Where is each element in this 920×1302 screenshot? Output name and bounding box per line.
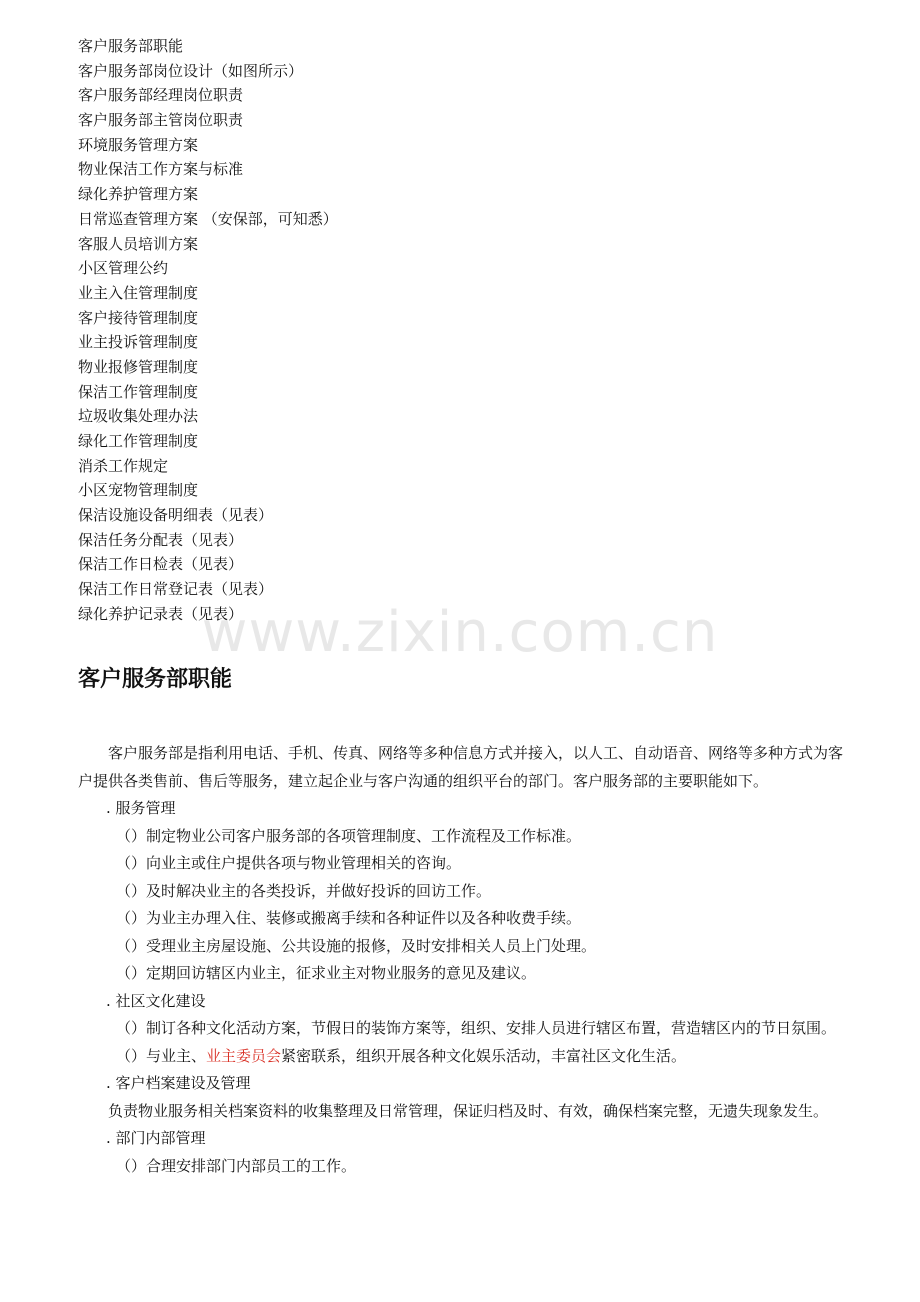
list-item: （）定期回访辖区内业主，征求业主对物业服务的意见及建议。 bbox=[116, 964, 537, 982]
intro-paragraph: 客户服务部是指利用电话、手机、传真、网络等多种信息方式并接入，以人工、自动语音、网络等多种方式为客户提供各类售前、售后等服务，建立起企业与客户沟通的组织平台的部门。客户服务部的主要职能如下。 bbox=[78, 744, 844, 790]
toc-item[interactable]: 小区宠物管理制度 bbox=[78, 481, 199, 500]
toc-item[interactable]: 小区管理公约 bbox=[78, 259, 169, 278]
section-heading: 客户服务部职能 bbox=[78, 667, 233, 692]
toc-item[interactable]: 环境服务管理方案 bbox=[78, 135, 199, 154]
toc-item[interactable]: 业主入住管理制度 bbox=[78, 283, 199, 302]
section-title: . 客户档案建设及管理 bbox=[106, 1074, 251, 1092]
section-title: . 社区文化建设 bbox=[106, 991, 206, 1010]
list-item: （）制订各种文化活动方案，节假日的装饰方案等，组织、安排人员进行辖区布置，营造辖区内的节日氛围。 bbox=[116, 1019, 837, 1037]
toc-item[interactable]: 物业报修管理制度 bbox=[78, 357, 199, 376]
toc-item[interactable]: 保洁工作日检表（见表） bbox=[78, 555, 244, 574]
owners-committee-link[interactable]: 业主委员会 bbox=[206, 1046, 282, 1065]
toc-item[interactable]: 绿化工作管理制度 bbox=[78, 432, 199, 450]
toc-item[interactable]: 客服人员培训方案 bbox=[78, 234, 199, 253]
section-title: . 服务管理 bbox=[106, 799, 176, 817]
toc-item[interactable]: 客户服务部职能 bbox=[78, 37, 184, 55]
section-title: . 部门内部管理 bbox=[106, 1129, 206, 1147]
toc-item[interactable]: 垃圾收集处理办法 bbox=[78, 407, 199, 426]
toc-item[interactable]: 物业保洁工作方案与标准 bbox=[78, 160, 244, 179]
list-item: （）向业主或住户提供各项与物业管理相关的咨询。 bbox=[116, 854, 462, 872]
toc-item[interactable]: 保洁设施设备明细表（见表） bbox=[78, 506, 274, 525]
toc-item[interactable]: 客户服务部主管岗位职责 bbox=[78, 111, 244, 130]
watermark: www.zixin.com.cn bbox=[201, 600, 719, 665]
toc-item[interactable]: 保洁工作管理制度 bbox=[78, 382, 199, 401]
toc-item[interactable]: 客户服务部岗位设计（如图所示） bbox=[78, 61, 304, 80]
list-item-text: （）与业主、 bbox=[116, 1046, 207, 1065]
toc-item[interactable]: 消杀工作规定 bbox=[78, 456, 169, 475]
list-item-text: 紧密联系，组织开展各种文化娱乐活动，丰富社区文化生活。 bbox=[281, 1046, 687, 1065]
list-item: （）制定物业公司客户服务部的各项管理制度、工作流程及工作标准。 bbox=[116, 826, 582, 845]
toc-item[interactable]: 业主投诉管理制度 bbox=[78, 333, 199, 352]
toc-item[interactable]: 绿化养护管理方案 bbox=[78, 185, 199, 204]
toc-item[interactable]: 绿化养护记录表（见表） bbox=[78, 604, 244, 623]
document-body bbox=[78, 740, 844, 1180]
toc-item[interactable]: 客户接待管理制度 bbox=[78, 308, 199, 327]
list-item bbox=[78, 1043, 844, 1071]
table-of-contents bbox=[78, 34, 858, 627]
list-item: （）合理安排部门内部员工的工作。 bbox=[116, 1156, 357, 1175]
section-body: 负责物业服务相关档案资料的收集整理及日常管理，保证归档及时、有效，确保档案完整，无遗失现象发生。 bbox=[108, 1101, 829, 1120]
list-item: （）受理业主房屋设施、公共设施的报修，及时安排相关人员上门处理。 bbox=[116, 936, 597, 955]
list-item: （）及时解决业主的各类投诉，并做好投诉的回访工作。 bbox=[116, 881, 492, 900]
toc-item[interactable]: 客户服务部经理岗位职责 bbox=[78, 86, 244, 105]
list-item: （）为业主办理入住、装修或搬离手续和各种证件以及各种收费手续。 bbox=[116, 909, 582, 927]
toc-item[interactable]: 保洁工作日常登记表（见表） bbox=[78, 580, 274, 599]
toc-item[interactable]: 日常巡查管理方案 （安保部，可知悉） bbox=[78, 209, 338, 228]
toc-item[interactable]: 保洁任务分配表（见表） bbox=[78, 530, 244, 549]
